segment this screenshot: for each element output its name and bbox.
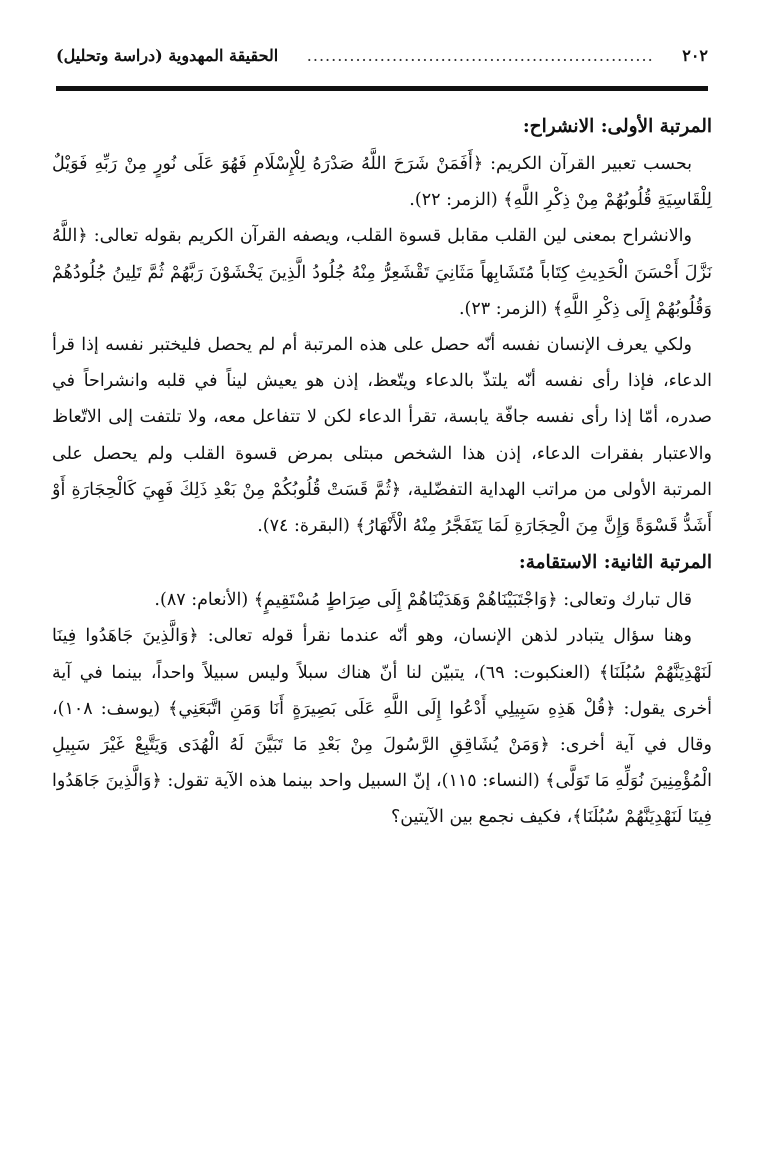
header-leader-dots: .........................................................	[306, 46, 654, 65]
section-heading-inshirah: المرتبة الأولى: الانشراح:	[522, 116, 712, 137]
book-title: الحقيقة المهدوية (دراسة وتحليل)	[56, 46, 279, 65]
paragraph: ولكي يعرف الإنسان نفسه أنّه حصل على هذه المرتبة أم لم يحصل فليختبر نفسه إذا قرأ الدعاء، فإذا رأى نفسه أنّه يلتذّ بالدعاء ويتّعظ، إذن هو يعيش ليناً في قلبه وانشراحاً في صدره، أمّا إذا رأى نفسه جافّة يابسة، تقرأ الدعاء لكن لا تتفاعل معه، ولا تلتفت إلى الاتّعاظ والاعتبار بفقرات الدعاء، إذن هذا الشخص مبتلى بمرض قسوة القلب ولم يحصل على المرتبة الأولى من مراتب الهداية التفضّلية، ﴿ثُمَّ قَسَتْ قُلُوبُكُمْ مِنْ بَعْدِ ذَلِكَ فَهِيَ كَالْحِجَارَةِ أَوْ أَشَدُّ قَسْوَةً وَإِنَّ مِنَ الْحِجَارَةِ لَمَا يَتَفَجَّرُ مِنْهُ الْأَنْهَارُ﴾ (البقرة: ٧٤).	[52, 335, 712, 537]
running-header	[56, 46, 708, 74]
paragraph: قال تبارك وتعالى: ﴿وَاجْتَبَيْنَاهُمْ وَهَدَيْنَاهُمْ إِلَى صِرَاطٍ مُسْتَقِيمٍ﴾ (الأنعام: ٨٧).	[154, 590, 692, 611]
header-rule	[56, 86, 708, 91]
paragraph: بحسب تعبير القرآن الكريم: ﴿أَفَمَنْ شَرَحَ اللَّهُ صَدْرَهُ لِلْإِسْلَامِ فَهُوَ عَلَى نُورٍ مِنْ رَبِّهِ فَوَيْلٌ لِلْقَاسِيَةِ قُلُوبُهُمْ مِنْ ذِكْرِ اللَّهِ﴾ (الزمر: ٢٢).	[52, 154, 712, 211]
body-text	[52, 108, 712, 836]
paragraph: والانشراح بمعنى لين القلب مقابل قسوة القلب، ويصفه القرآن الكريم بقوله تعالى: ﴿اللَّهُ نَزَّلَ أَحْسَنَ الْحَدِيثِ كِتَاباً مُتَشَابِهاً مَثَانِيَ تَقْشَعِرُّ مِنْهُ جُلُودُ الَّذِينَ يَخْشَوْنَ رَبَّهُمْ ثُمَّ تَلِينُ جُلُودُهُمْ وَقُلُوبُهُمْ إِلَى ذِكْرِ اللَّهِ﴾ (الزمر: ٢٣).	[52, 226, 712, 319]
page-number: ٢٠٢	[682, 46, 708, 65]
section-heading-istiqama: المرتبة الثانية: الاستقامة:	[518, 552, 712, 574]
paragraph: وهنا سؤال يتبادر لذهن الإنسان، وهو أنّه عندما نقرأ قوله تعالى: ﴿وَالَّذِينَ جَاهَدُوا فِينَا لَنَهْدِيَنَّهُمْ سُبُلَنَا﴾ (العنكبوت: ٦٩)، يتبيّن لنا أنّ هناك سبلاً وليس سبيلاً واحداً، بينما في آية أخرى يقول: ﴿قُلْ هَذِهِ سَبِيلِي أَدْعُوا إِلَى اللَّهِ عَلَى بَصِيرَةٍ أَنَا وَمَنِ اتَّبَعَنِي﴾ (يوسف: ١٠٨)، وقال في آية أخرى: ﴿وَمَنْ يُشَاقِقِ الرَّسُولَ مِنْ بَعْدِ مَا تَبَيَّنَ لَهُ الْهُدَى وَيَتَّبِعْ غَيْرَ سَبِيلِ الْمُؤْمِنِينَ نُوَلِّهِ مَا تَوَلَّى﴾ (النساء: ١١٥)، إنّ السبيل واحد بينما هذه الآية تقول: ﴿وَالَّذِينَ جَاهَدُوا فِينَا لَنَهْدِيَنَّهُمْ سُبُلَنَا﴾، فكيف نجمع بين الآيتين؟	[52, 626, 713, 828]
